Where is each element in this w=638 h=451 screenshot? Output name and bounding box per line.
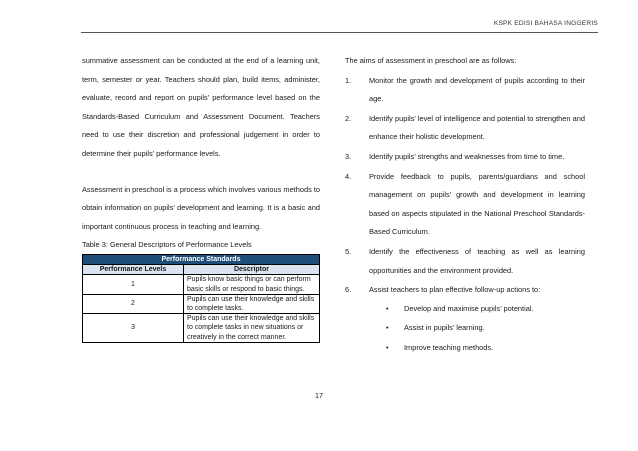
list-item bbox=[345, 243, 585, 280]
item-number: 1. bbox=[345, 75, 352, 85]
list-item bbox=[345, 168, 585, 242]
performance-table bbox=[82, 254, 320, 343]
list-item bbox=[345, 72, 585, 109]
level-cell: 1 bbox=[83, 275, 184, 294]
level-cell: 2 bbox=[83, 294, 184, 313]
list-item bbox=[345, 281, 585, 357]
item-number: 6. bbox=[345, 285, 352, 295]
list-item bbox=[369, 319, 585, 338]
bullet-icon: • bbox=[386, 323, 389, 333]
list-item bbox=[345, 110, 585, 147]
column-header-levels: Performance Levels bbox=[83, 265, 184, 275]
item-number: 2. bbox=[345, 113, 352, 123]
descriptor-cell: Pupils know basic things or can perform basic skills or respond to basic things. bbox=[184, 275, 320, 294]
level-cell: 3 bbox=[83, 314, 184, 343]
item-text: Identify pupils’ level of intelligence and potential to strengthen and enhance their holistic development. bbox=[369, 113, 585, 142]
list-item bbox=[369, 339, 585, 358]
bullet-icon: • bbox=[386, 303, 389, 313]
table-row bbox=[83, 314, 320, 343]
paragraph-assessment: Assessment in preschool is a process which involves various methods to obtain information on pupils’ development and learning. It is a basic and important continuous process in teaching and learning. bbox=[82, 184, 320, 231]
item-number: 3. bbox=[345, 151, 352, 161]
table-caption: Table 3: General Descriptors of Performance Levels bbox=[82, 240, 252, 249]
right-column bbox=[345, 52, 585, 359]
table-banner: Performance Standards bbox=[83, 255, 320, 265]
list-item bbox=[369, 300, 585, 319]
item-text: Identify the effectiveness of teaching as well as learning opportunities and the environment provided. bbox=[369, 246, 585, 275]
item-text: Assist in pupils’ learning. bbox=[404, 323, 485, 333]
item-text: Monitor the growth and development of pupils according to their age. bbox=[369, 75, 585, 104]
aims-intro: The aims of assessment in preschool are as follows: bbox=[345, 56, 517, 65]
left-column bbox=[82, 52, 320, 236]
item-text: Identify pupils’ strengths and weaknesses from time to time. bbox=[369, 151, 565, 161]
descriptor-cell: Pupils can use their knowledge and skills to complete tasks in new situations or creatively in the correct manner. bbox=[184, 314, 320, 343]
item-number: 4. bbox=[345, 171, 352, 181]
page-number: 17 bbox=[315, 391, 323, 400]
item-text: Provide feedback to pupils, parents/guardians and school management on pupils’ growth and development in learning based on aspects stipulated in the National Preschool Standards-Based Curriculum. bbox=[369, 171, 585, 237]
item-number: 5. bbox=[345, 246, 352, 256]
column-header-descriptor: Descriptor bbox=[184, 265, 320, 275]
list-item bbox=[345, 148, 585, 167]
item-text: Assist teachers to plan effective follow-up actions to: bbox=[369, 285, 541, 295]
aims-list bbox=[345, 72, 585, 358]
table-row bbox=[83, 294, 320, 313]
bullet-icon: • bbox=[386, 342, 389, 352]
header-rule bbox=[81, 32, 598, 33]
table-row bbox=[83, 275, 320, 294]
running-header: KSPK EDISI BAHASA INGGERIS bbox=[493, 20, 598, 27]
item-text: Improve teaching methods. bbox=[404, 342, 494, 352]
item-text: Develop and maximise pupils’ potential. bbox=[404, 303, 534, 313]
paragraph-summative: summative assessment can be conducted at the end of a learning unit, term, semester or year. Teachers should plan, build items, administer, evaluate, record and report on pupils’ performance level based on the Standards-Based Curriculum and Assessment Document. Teachers need to use their discretion and professional judgement in order to determine their pupils’ performance levels. bbox=[82, 56, 320, 158]
descriptor-cell: Pupils can use their knowledge and skills to complete tasks. bbox=[184, 294, 320, 313]
follow-up-list bbox=[369, 300, 585, 358]
